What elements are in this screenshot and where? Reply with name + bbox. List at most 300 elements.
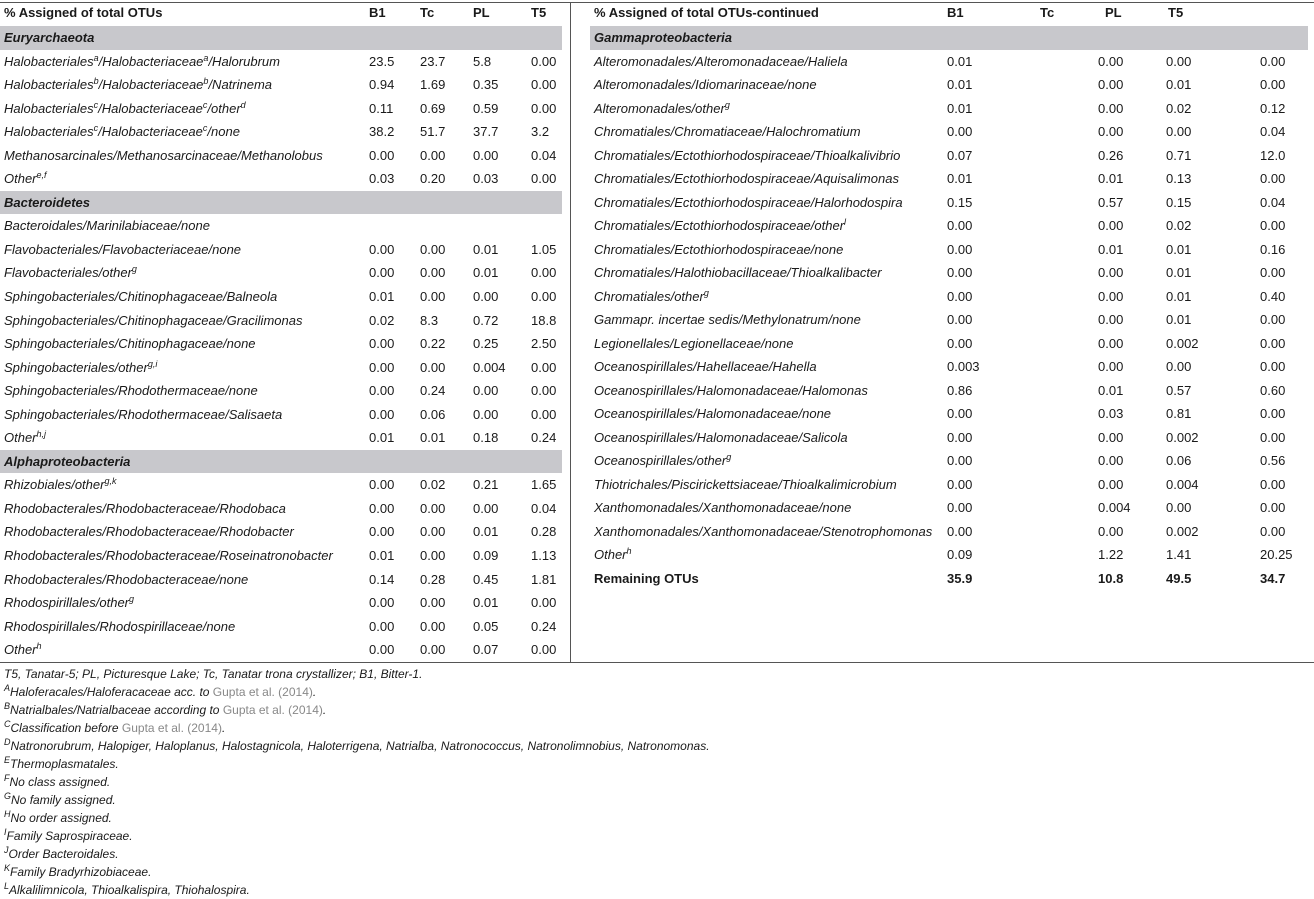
header-title: % Assigned of total OTUs-continued [594, 5, 819, 20]
value-pl: 0.09 [473, 548, 499, 564]
taxon-name [594, 567, 699, 591]
value-pl: 0.25 [473, 336, 499, 352]
value-tc: 0.00 [1098, 453, 1124, 468]
value-pl: 5.8 [473, 53, 492, 69]
value-tc: 0.24 [420, 383, 446, 399]
taxon-part: Chromatiales/Halothiobacillaceae/Thioalkalibacter [594, 265, 882, 280]
table-header-row [590, 0, 1314, 26]
taxon-name [4, 214, 210, 238]
value-pl: 0.00 [1166, 53, 1192, 69]
footnote-text: Natronorubrum, Halopiger, Haloplanus, Halostagnicola, Haloterrigena, Natrialba, Natronococcus, Natronolimnobius, Natronomonas. [10, 739, 710, 753]
value-tc: 0.06 [420, 406, 446, 422]
taxon-part: Oceanospirillales/Hahellaceae/Hahella [594, 359, 817, 374]
footnote-marker: g,k [104, 476, 117, 487]
footnote-line [4, 863, 710, 881]
footnote-text: Classification before [10, 721, 122, 735]
value-tc: 0.01 [1098, 171, 1124, 186]
value-tc: 0.00 [1098, 523, 1124, 539]
taxon-part: Chromatiales/other [594, 288, 704, 304]
taxon-part: Oceanospirillales/Halomonadaceae/none [594, 406, 832, 421]
taxon-part: Halobacteriales [4, 53, 94, 69]
footnote-text: Alkalilimnicola, Thioalkalispira, Thiohalospira. [9, 883, 250, 897]
value-b1: 0.00 [369, 241, 395, 257]
taxon-part: /Halobacteriaceae [98, 100, 203, 116]
footnote-marker: h [36, 641, 42, 652]
value-b1: 0.94 [369, 77, 395, 93]
taxon-name [4, 356, 157, 380]
value-pl: 0.81 [1166, 406, 1192, 421]
value-b1: 0.00 [947, 124, 973, 139]
footnote-text-end: . [312, 685, 317, 699]
taxon-part: Chromatiales/Chromatiaceae/Halochromatium [594, 124, 861, 139]
taxon-part: Chromatiales/Ectothiorhodospiraceae/Aquisalimonas [594, 171, 899, 186]
value-t5: 0.04 [531, 147, 557, 163]
value-b1: 0.00 [369, 265, 395, 281]
taxon-name [4, 497, 286, 521]
footnote-line [4, 701, 710, 719]
taxon-name [594, 214, 846, 238]
value-pl: 0.02 [1166, 218, 1192, 233]
taxon-part: Other [4, 642, 37, 658]
footnote-line [4, 809, 710, 827]
taxon-name [594, 355, 817, 379]
taxon-name [594, 261, 882, 285]
footnote-letter: A [4, 683, 11, 693]
citation-link: Gupta et al. (2014) [121, 721, 222, 735]
footnote-marker: d [240, 99, 246, 110]
value-pl: 0.57 [1166, 382, 1192, 398]
value-b1: 0.15 [947, 194, 973, 210]
value-t5: 0.00 [1260, 359, 1286, 374]
value-tc: 0.00 [1098, 265, 1124, 280]
value-pl: 0.01 [473, 595, 499, 611]
taxon-part: Bacteroidales/Marinilabiaceae/none [4, 218, 210, 234]
group-header-row [0, 26, 562, 50]
value-t5: 0.00 [1260, 77, 1286, 92]
taxon-part: /Halobacteriaceae [98, 124, 203, 140]
taxon-name [4, 568, 248, 592]
value-tc: 0.00 [420, 289, 446, 305]
taxon-name [594, 144, 900, 168]
value-pl: 0.002 [1166, 335, 1199, 351]
value-tc: 23.7 [420, 53, 446, 69]
table-row [590, 473, 1314, 497]
taxon-part: /Natrinema [208, 77, 273, 93]
value-pl: 0.00 [473, 500, 499, 516]
value-t5: 3.2 [531, 124, 550, 140]
value-pl: 0.00 [473, 383, 499, 399]
value-pl: 0.02 [1166, 100, 1192, 116]
value-tc: 0.00 [420, 500, 446, 516]
value-t5: 20.25 [1260, 547, 1293, 562]
group-header-row [0, 450, 562, 474]
value-tc: 0.00 [420, 595, 446, 611]
value-tc: 0.01 [1098, 382, 1124, 398]
taxon-part: /other [207, 100, 241, 116]
value-t5: 0.28 [531, 524, 557, 540]
taxon-name [594, 285, 709, 309]
taxon-name [4, 191, 90, 215]
taxon-name [4, 403, 282, 427]
value-t5: 0.00 [1260, 335, 1286, 351]
value-t5: 0.04 [531, 500, 557, 516]
table-row [590, 332, 1314, 356]
taxon-part: /Halorubrum [208, 53, 280, 69]
taxon-part: Methanosarcinales/Methanosarcinaceae/Methanolobus [4, 147, 323, 163]
taxon-part: Flavobacteriales/Flavobacteriaceae/none [4, 241, 242, 257]
taxon-name [594, 402, 831, 426]
value-pl: 0.01 [1166, 265, 1192, 280]
value-tc: 1.22 [1098, 547, 1124, 562]
footnote-marker: c [93, 123, 99, 134]
value-t5: 0.00 [531, 642, 557, 658]
taxon-name [4, 426, 46, 450]
footnote-letter: I [4, 827, 7, 837]
value-tc: 10.8 [1098, 570, 1124, 586]
footnote-line [4, 791, 710, 809]
taxon-name [4, 238, 241, 262]
taxon-name [4, 591, 134, 615]
taxon-part: /none [207, 124, 240, 140]
taxon-part: Rhodobacterales/Rhodobacteraceae/Rhodobacter [4, 524, 294, 540]
value-t5: 0.60 [1260, 382, 1286, 398]
taxon-part: Alphaproteobacteria [4, 453, 131, 469]
taxon-part: Oceanospirillales/Halomonadaceae/Salicola [594, 429, 848, 445]
citation-link: Gupta et al. (2014) [222, 703, 323, 717]
value-pl: 0.00 [1166, 500, 1192, 515]
value-t5: 0.00 [1260, 406, 1286, 421]
footnote-line [4, 881, 710, 899]
taxon-name [4, 120, 240, 144]
value-t5: 0.00 [531, 53, 557, 69]
value-pl: 1.41 [1166, 547, 1192, 562]
value-pl: 0.01 [473, 524, 499, 540]
value-b1: 0.00 [947, 241, 973, 257]
taxon-part: Alteromonadales/Alteromonadaceae/Haliela [594, 53, 848, 69]
table-row [590, 543, 1314, 567]
table-footnotes [4, 665, 710, 899]
taxon-part: Sphingobacteriales/Chitinophagaceae/Gracilimonas [4, 312, 303, 328]
value-tc: 0.00 [1098, 77, 1124, 92]
footnote-letter: F [4, 773, 10, 783]
table-row [0, 568, 568, 592]
table-row [590, 520, 1314, 544]
taxon-part: Alteromonadales/Idiomarinaceae/none [594, 77, 817, 92]
value-b1: 0.003 [947, 359, 980, 374]
value-b1: 0.01 [947, 100, 973, 116]
value-pl: 0.01 [473, 241, 499, 257]
value-pl: 0.01 [1166, 288, 1192, 304]
value-tc: 0.00 [1098, 53, 1124, 69]
taxon-name [4, 261, 137, 285]
footnote-text: Haloferacales/Haloferacaceae acc. to [10, 685, 213, 699]
footnote-marker: g [131, 264, 137, 275]
value-tc: 0.00 [420, 524, 446, 540]
table-row [590, 120, 1314, 144]
taxon-part: Euryarchaeota [4, 30, 95, 45]
value-b1: 0.14 [369, 571, 395, 587]
value-pl: 0.002 [1166, 429, 1199, 445]
value-pl: 0.72 [473, 312, 499, 328]
value-t5: 0.00 [531, 595, 557, 611]
value-b1: 0.01 [369, 430, 395, 446]
value-pl: 0.45 [473, 571, 499, 587]
table-row [590, 426, 1314, 450]
footnote-marker: h,j [36, 429, 47, 440]
taxon-name [594, 496, 851, 520]
value-tc: 0.69 [420, 100, 446, 116]
taxon-part: Sphingobacteriales/Rhodothermaceae/Salisaeta [4, 406, 283, 422]
header-col-b1: B1 [947, 5, 964, 20]
value-t5: 2.50 [531, 336, 557, 352]
taxon-part: Rhodospirillales/Rhodospirillaceae/none [4, 618, 236, 634]
value-tc: 0.00 [420, 147, 446, 163]
table-row [590, 355, 1314, 379]
citation-link: Gupta et al. (2014) [212, 685, 313, 699]
table-row [0, 379, 568, 403]
table-row [0, 332, 568, 356]
value-pl: 0.71 [1166, 147, 1192, 163]
taxon-part: Flavobacteriales/other [4, 265, 132, 281]
footnote-marker: b [93, 76, 99, 87]
value-tc: 0.00 [420, 642, 446, 658]
value-pl: 0.35 [473, 77, 499, 93]
footnote-marker: e,f [36, 170, 47, 181]
value-tc: 0.00 [1098, 100, 1124, 116]
value-b1: 0.00 [369, 595, 395, 611]
footnote-letter: C [4, 719, 11, 729]
value-b1: 0.00 [947, 476, 973, 492]
value-tc: 0.00 [1098, 124, 1124, 139]
value-t5: 0.00 [531, 289, 557, 305]
footnote-line [4, 845, 710, 863]
taxon-name [4, 520, 294, 544]
taxon-name [594, 332, 794, 356]
left-table-panel [0, 0, 568, 662]
value-b1: 23.5 [369, 53, 395, 69]
taxon-part: Chromatiales/Ectothiorhodospiraceae/none [594, 241, 844, 257]
value-tc: 0.00 [420, 548, 446, 564]
taxon-part: Remaining OTUs [594, 570, 699, 586]
value-pl: 0.00 [473, 289, 499, 305]
value-b1: 0.09 [947, 547, 973, 562]
value-t5: 0.00 [531, 383, 557, 399]
table-row [0, 426, 568, 450]
value-b1: 0.01 [947, 53, 973, 69]
taxon-name [4, 638, 42, 662]
value-b1: 0.00 [947, 523, 973, 539]
taxon-name [4, 544, 333, 568]
value-t5: 12.0 [1260, 147, 1286, 163]
value-pl: 0.00 [473, 406, 499, 422]
footnote-line [4, 665, 710, 683]
taxon-part: Rhizobiales/other [4, 477, 105, 493]
footnote-letter: G [4, 791, 12, 801]
value-b1: 0.00 [369, 524, 395, 540]
value-tc: 8.3 [420, 312, 439, 328]
value-tc: 0.28 [420, 571, 446, 587]
value-b1: 0.00 [369, 618, 395, 634]
value-b1: 0.00 [369, 147, 395, 163]
value-t5: 1.81 [531, 571, 557, 587]
value-pl: 0.06 [1166, 453, 1192, 468]
footnote-text: Family Saprospiraceae. [6, 829, 133, 843]
value-tc: 0.00 [420, 618, 446, 634]
header-title: % Assigned of total OTUs [4, 5, 163, 20]
taxon-part: Chromatiales/Ectothiorhodospiraceae/Halorhodospira [594, 194, 903, 210]
taxon-name [594, 308, 861, 332]
table-row [0, 238, 568, 262]
taxon-part: Legionellales/Legionellaceae/none [594, 335, 794, 351]
footnote-marker: g [726, 452, 732, 462]
table-row [0, 120, 568, 144]
value-pl: 0.004 [1166, 476, 1199, 492]
value-b1: 0.02 [369, 312, 395, 328]
taxon-part: Rhodobacterales/Rhodobacteraceae/none [4, 571, 249, 587]
table-row [590, 214, 1314, 238]
value-b1: 0.00 [369, 406, 395, 422]
footnote-text-end: . [322, 703, 327, 717]
footnote-line [4, 755, 710, 773]
taxon-name [594, 191, 903, 215]
value-t5: 0.24 [531, 618, 557, 634]
value-t5: 0.00 [531, 406, 557, 422]
value-tc: 0.00 [1098, 335, 1124, 351]
footnote-line [4, 737, 710, 755]
header-col-pl: PL [1105, 5, 1122, 20]
value-t5: 1.65 [531, 477, 557, 493]
table-row [590, 402, 1314, 426]
taxon-part: Thiotrichales/Piscirickettsiaceae/Thioalkalimicrobium [594, 476, 897, 492]
taxon-name [594, 167, 899, 191]
taxon-name [4, 167, 47, 191]
value-pl: 0.00 [1166, 359, 1192, 374]
value-t5: 0.00 [531, 100, 557, 116]
table-row [590, 73, 1314, 97]
value-b1: 0.01 [369, 289, 395, 305]
value-tc: 0.22 [420, 336, 446, 352]
table-row [0, 591, 568, 615]
table-row [0, 638, 568, 662]
value-t5: 0.00 [1260, 171, 1286, 186]
header-col-b1: B1 [369, 5, 386, 20]
value-t5: 0.00 [1260, 476, 1286, 492]
value-tc: 0.26 [1098, 147, 1124, 163]
footnote-marker: c [202, 99, 208, 110]
value-pl: 0.03 [473, 171, 499, 187]
value-tc: 0.00 [1098, 288, 1124, 304]
value-tc: 0.00 [420, 359, 446, 375]
value-b1: 0.00 [947, 335, 973, 351]
value-pl: 0.01 [473, 265, 499, 281]
header-col-pl: PL [473, 5, 490, 20]
value-tc: 1.69 [420, 77, 446, 93]
table-row [590, 191, 1314, 215]
value-tc: 0.00 [1098, 476, 1124, 492]
value-t5: 0.00 [531, 171, 557, 187]
value-t5: 0.00 [1260, 429, 1286, 445]
value-tc: 0.00 [1098, 359, 1124, 374]
footnote-letter: K [4, 863, 11, 873]
table-row [0, 97, 568, 121]
table-row [0, 497, 568, 521]
taxon-part: Chromatiales/Ectothiorhodospiraceae/other [594, 218, 845, 233]
table-row [0, 73, 568, 97]
footnote-text: No class assigned. [9, 775, 111, 789]
table-row [590, 238, 1314, 262]
value-t5: 0.00 [1260, 218, 1286, 233]
footnote-marker: c [202, 123, 208, 134]
value-b1: 0.00 [369, 336, 395, 352]
footnote-line [4, 827, 710, 845]
table-row [590, 144, 1314, 168]
taxon-part: /Halobacteriaceae [98, 77, 204, 93]
table-row [590, 449, 1314, 473]
taxon-name [4, 379, 258, 403]
footnote-marker: g,i [147, 358, 158, 369]
value-t5: 1.13 [531, 548, 557, 564]
footnote-marker: c [93, 99, 99, 110]
table-row [590, 308, 1314, 332]
footnote-line [4, 773, 710, 791]
value-t5: 34.7 [1260, 570, 1286, 586]
taxon-part: Oceanospirillales/other [594, 453, 727, 468]
value-tc: 0.004 [1098, 500, 1131, 515]
taxon-part: Xanthomonadales/Xanthomonadaceae/Stenotrophomonas [594, 523, 933, 539]
value-tc: 0.00 [1098, 312, 1124, 327]
footnote-letter: L [4, 881, 10, 891]
value-t5: 0.16 [1260, 241, 1286, 257]
footnote-text-end: . [221, 721, 226, 735]
value-tc: 0.57 [1098, 194, 1124, 210]
value-b1: 0.00 [947, 406, 973, 421]
table-row [590, 261, 1314, 285]
taxon-part: Chromatiales/Ectothiorhodospiraceae/Thioalkalivibrio [594, 147, 901, 163]
taxon-name [4, 26, 94, 50]
footnote-text: Thermoplasmatales. [10, 757, 119, 771]
value-tc: 0.20 [420, 171, 446, 187]
taxon-part: Sphingobacteriales/other [4, 359, 148, 375]
footnote-letter: B [4, 701, 11, 711]
taxon-name [594, 73, 817, 97]
taxon-part: Gammaproteobacteria [594, 30, 732, 45]
value-tc: 0.00 [420, 265, 446, 281]
table-row [0, 520, 568, 544]
value-pl: 0.13 [1166, 171, 1192, 186]
taxon-name [4, 50, 280, 74]
taxon-name [4, 97, 246, 121]
value-b1: 0.86 [947, 382, 973, 398]
taxon-name [4, 73, 272, 97]
table-row [590, 379, 1314, 403]
value-b1: 0.00 [369, 642, 395, 658]
taxon-part: Xanthomonadales/Xanthomonadaceae/none [594, 500, 852, 515]
taxon-part: Halobacteriales [4, 124, 94, 140]
header-col-t5: T5 [531, 5, 547, 20]
taxon-part: Halobacteriales [4, 100, 94, 116]
header-col-tc: Tc [1040, 5, 1055, 20]
table-row [590, 496, 1314, 520]
table-row [0, 214, 568, 238]
value-pl: 0.05 [473, 618, 499, 634]
taxon-name [4, 450, 130, 474]
value-t5: 0.12 [1260, 100, 1286, 116]
footnote-letter: J [4, 845, 9, 855]
taxon-name [594, 26, 732, 50]
value-t5: 0.00 [531, 77, 557, 93]
column-divider [570, 2, 571, 662]
value-tc: 0.00 [1098, 218, 1124, 233]
